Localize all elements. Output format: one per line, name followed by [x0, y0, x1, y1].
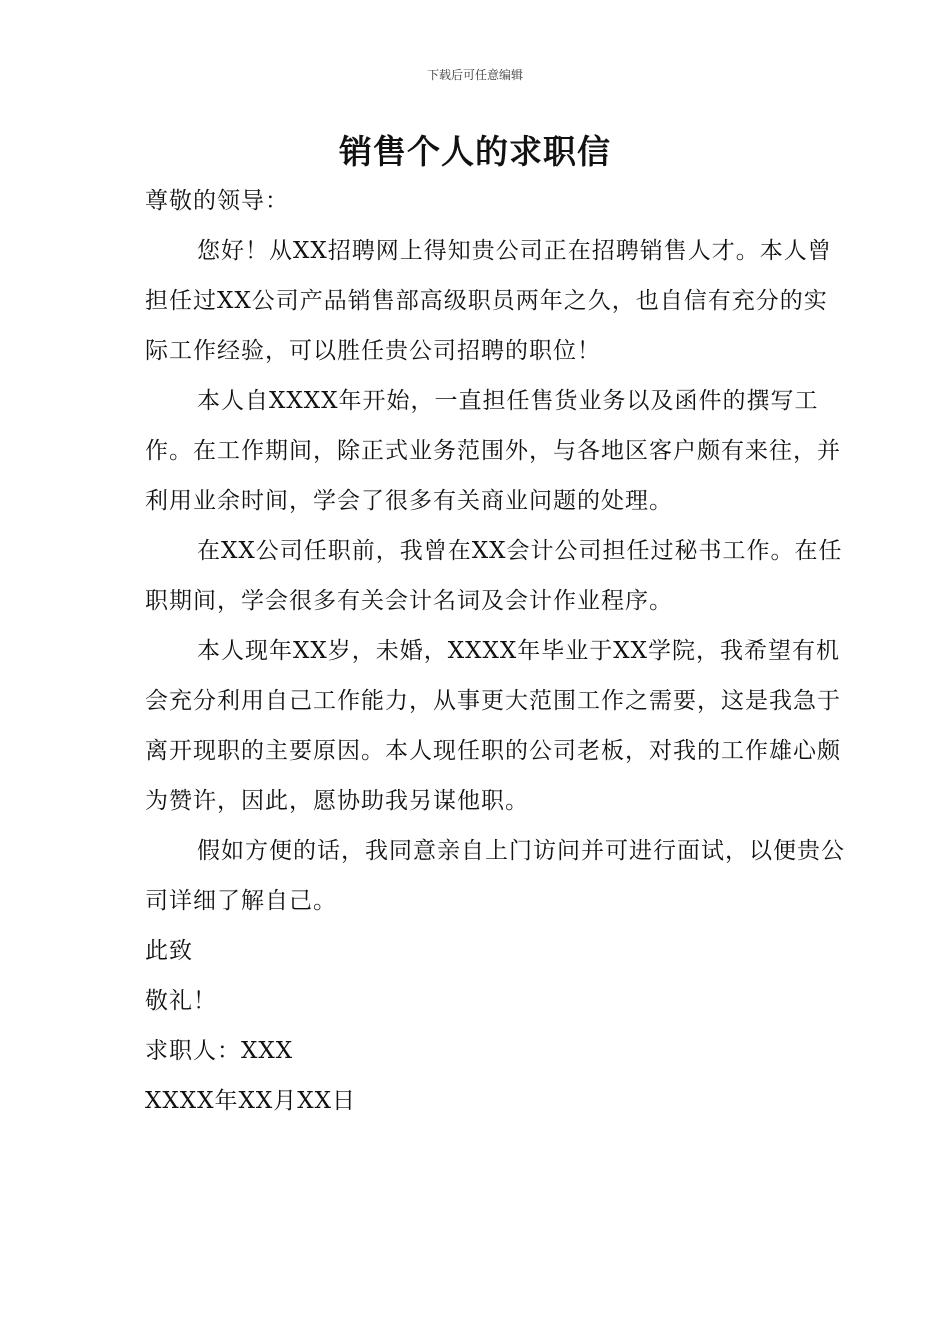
salutation: 尊敬的领导： [145, 188, 289, 214]
signature: 求职人：XXX [145, 1038, 294, 1064]
paragraph-5: 假如方便的话，我同意亲自上门访问并可进行面试，以便贵公司详细了解自己。 [145, 838, 845, 914]
letter-body [145, 176, 845, 1126]
closing-salute: 敬礼！ [145, 988, 217, 1014]
paragraph-4: 本人现年XX岁，未婚，XXXX年毕业于XX学院，我希望有机会充分利用自己工作能力，从事更大范围工作之需要，这是我急于离开现职的主要原因。本人现任职的公司老板，对我的工作雄心颇为赞许，因此，愿协助我另谋他职。 [145, 638, 841, 814]
paragraph-1: 您好！从XX招聘网上得知贵公司正在招聘销售人才。本人曾担任过XX公司产品销售部高级职员两年之久，也自信有充分的实际工作经验，可以胜任贵公司招聘的职位！ [145, 238, 832, 364]
closing-phrase: 此致 [145, 938, 193, 964]
document-title: 销售个人的求职信 [339, 132, 611, 171]
paragraph-2: 本人自XXXX年开始，一直担任售货业务以及函件的撰写工作。在工作期间，除正式业务范围外，与各地区客户颇有来往，并利用业余时间，学会了很多有关商业问题的处理。 [145, 388, 841, 514]
paragraph-3: 在XX公司任职前，我曾在XX会计公司担任过秘书工作。在任职期间，学会很多有关会计名词及会计作业程序。 [145, 538, 843, 614]
header-note: 下载后可任意编辑 [426, 68, 523, 82]
date: XXXX年XX月XX日 [145, 1088, 356, 1114]
